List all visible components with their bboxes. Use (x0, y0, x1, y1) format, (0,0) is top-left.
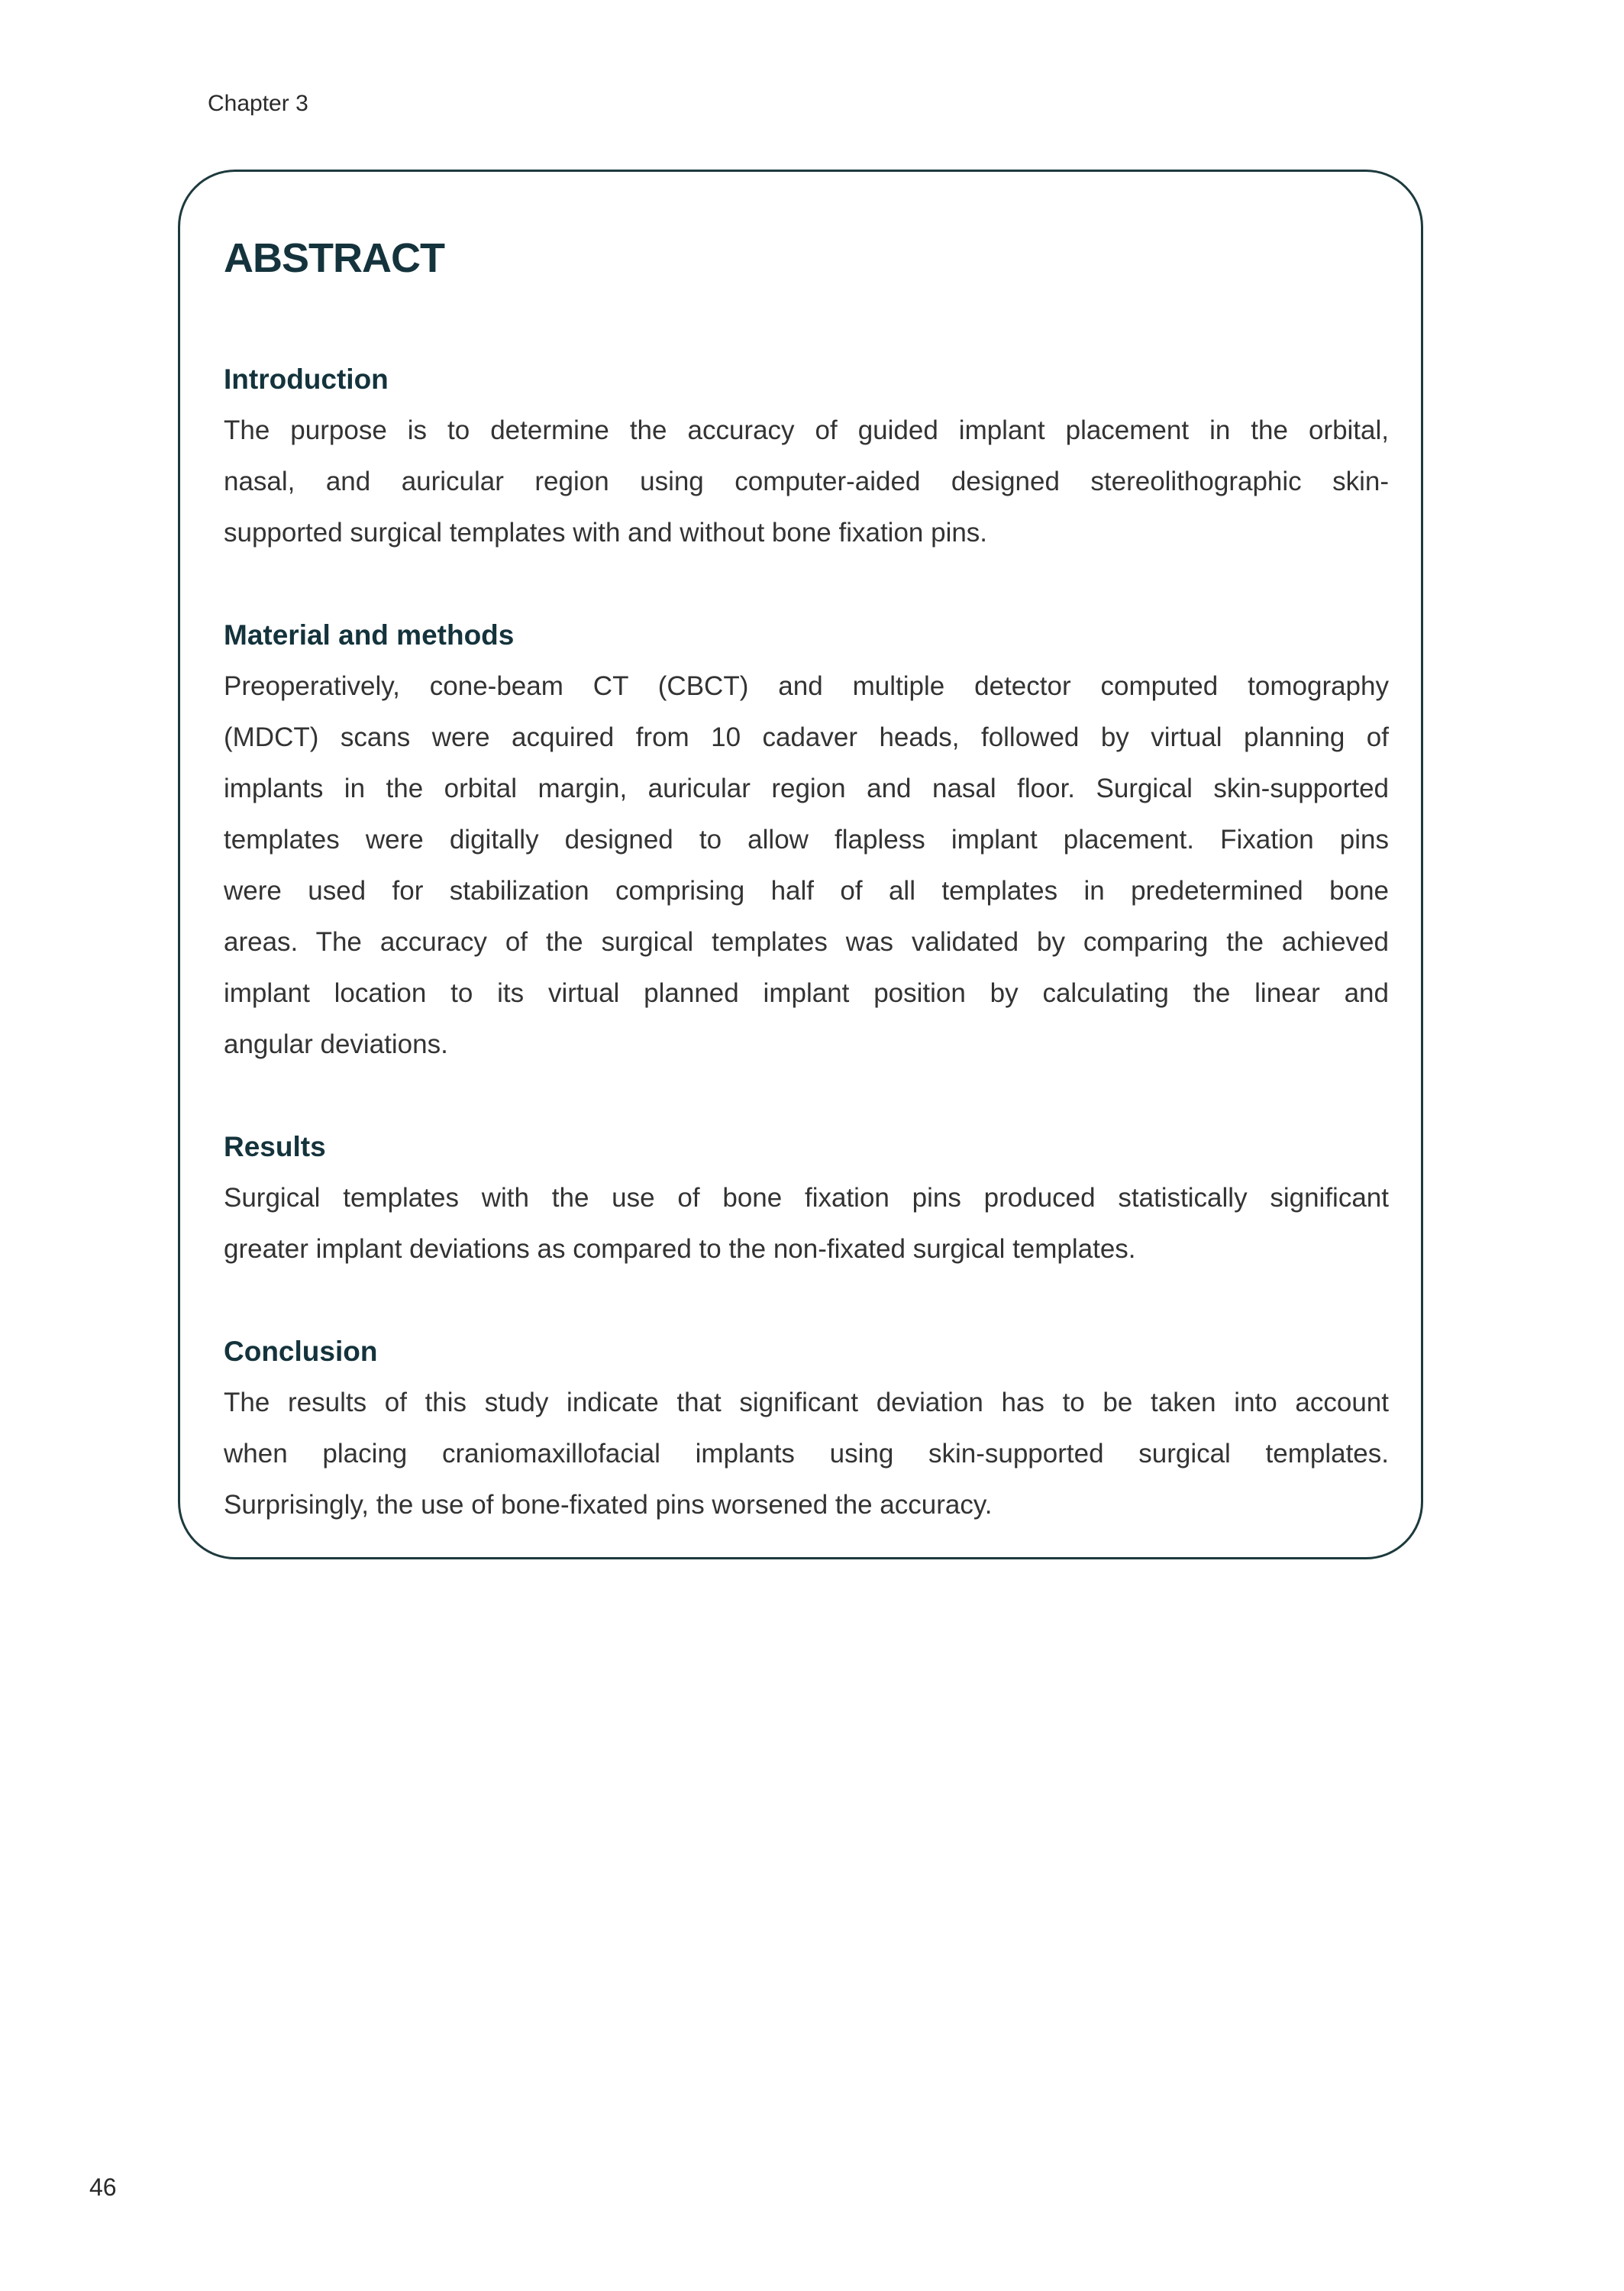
paragraph-line: templates were digitally designed to allow flapless implant placement. Fixation pins (224, 825, 1389, 855)
page-number: 46 (89, 2173, 117, 2201)
section-heading-conclusion: Conclusion (224, 1336, 378, 1367)
paragraph-line: Surgical templates with the use of bone fixation pins produced statistically significant (224, 1183, 1389, 1213)
section-paragraph-material-and-methods (224, 661, 1389, 1070)
paragraph-line: greater implant deviations as compared to the non-fixated surgical templates. (224, 1234, 1136, 1264)
paragraph-line: angular deviations. (224, 1029, 448, 1059)
paragraph-line: were used for stabilization comprising half of all templates in predetermined bone (224, 876, 1389, 906)
section-paragraph-introduction (224, 405, 1389, 558)
paragraph-line: implant location to its virtual planned implant position by calculating the linear and (224, 978, 1389, 1008)
section-heading-results: Results (224, 1131, 326, 1162)
section-paragraph-results (224, 1172, 1389, 1275)
paragraph-line: supported surgical templates with and without bone fixation pins. (224, 518, 988, 548)
section-heading-introduction: Introduction (224, 364, 389, 395)
paragraph-line: Preoperatively, cone-beam CT (CBCT) and multiple detector computed tomography (224, 671, 1389, 701)
paragraph-line: when placing craniomaxillofacial implants using skin-supported surgical templates. (224, 1439, 1389, 1469)
section-paragraph-conclusion (224, 1377, 1389, 1530)
paragraph-line: The purpose is to determine the accuracy of guided implant placement in the orbital, (224, 415, 1389, 445)
section-heading-material-and-methods: Material and methods (224, 619, 515, 651)
abstract-title: ABSTRACT (224, 235, 444, 281)
section-introduction (224, 354, 1389, 558)
chapter-label: Chapter 3 (208, 91, 308, 116)
paragraph-line: nasal, and auricular region using computer-aided designed stereolithographic skin- (224, 467, 1389, 496)
paragraph-line: The results of this study indicate that significant deviation has to be taken into account (224, 1388, 1389, 1417)
section-conclusion (224, 1326, 1389, 1530)
paragraph-line: implants in the orbital margin, auricular region and nasal floor. Surgical skin-supported (224, 774, 1389, 803)
paragraph-line: (MDCT) scans were acquired from 10 cadaver heads, followed by virtual planning of (224, 722, 1389, 752)
abstract-box (178, 170, 1423, 1559)
abstract-box-content (180, 172, 1421, 1530)
paragraph-line: areas. The accuracy of the surgical templates was validated by comparing the achieved (224, 927, 1389, 957)
paragraph-line: Surprisingly, the use of bone-fixated pins worsened the accuracy. (224, 1490, 993, 1520)
section-material-and-methods (224, 609, 1389, 1070)
section-results (224, 1121, 1389, 1275)
